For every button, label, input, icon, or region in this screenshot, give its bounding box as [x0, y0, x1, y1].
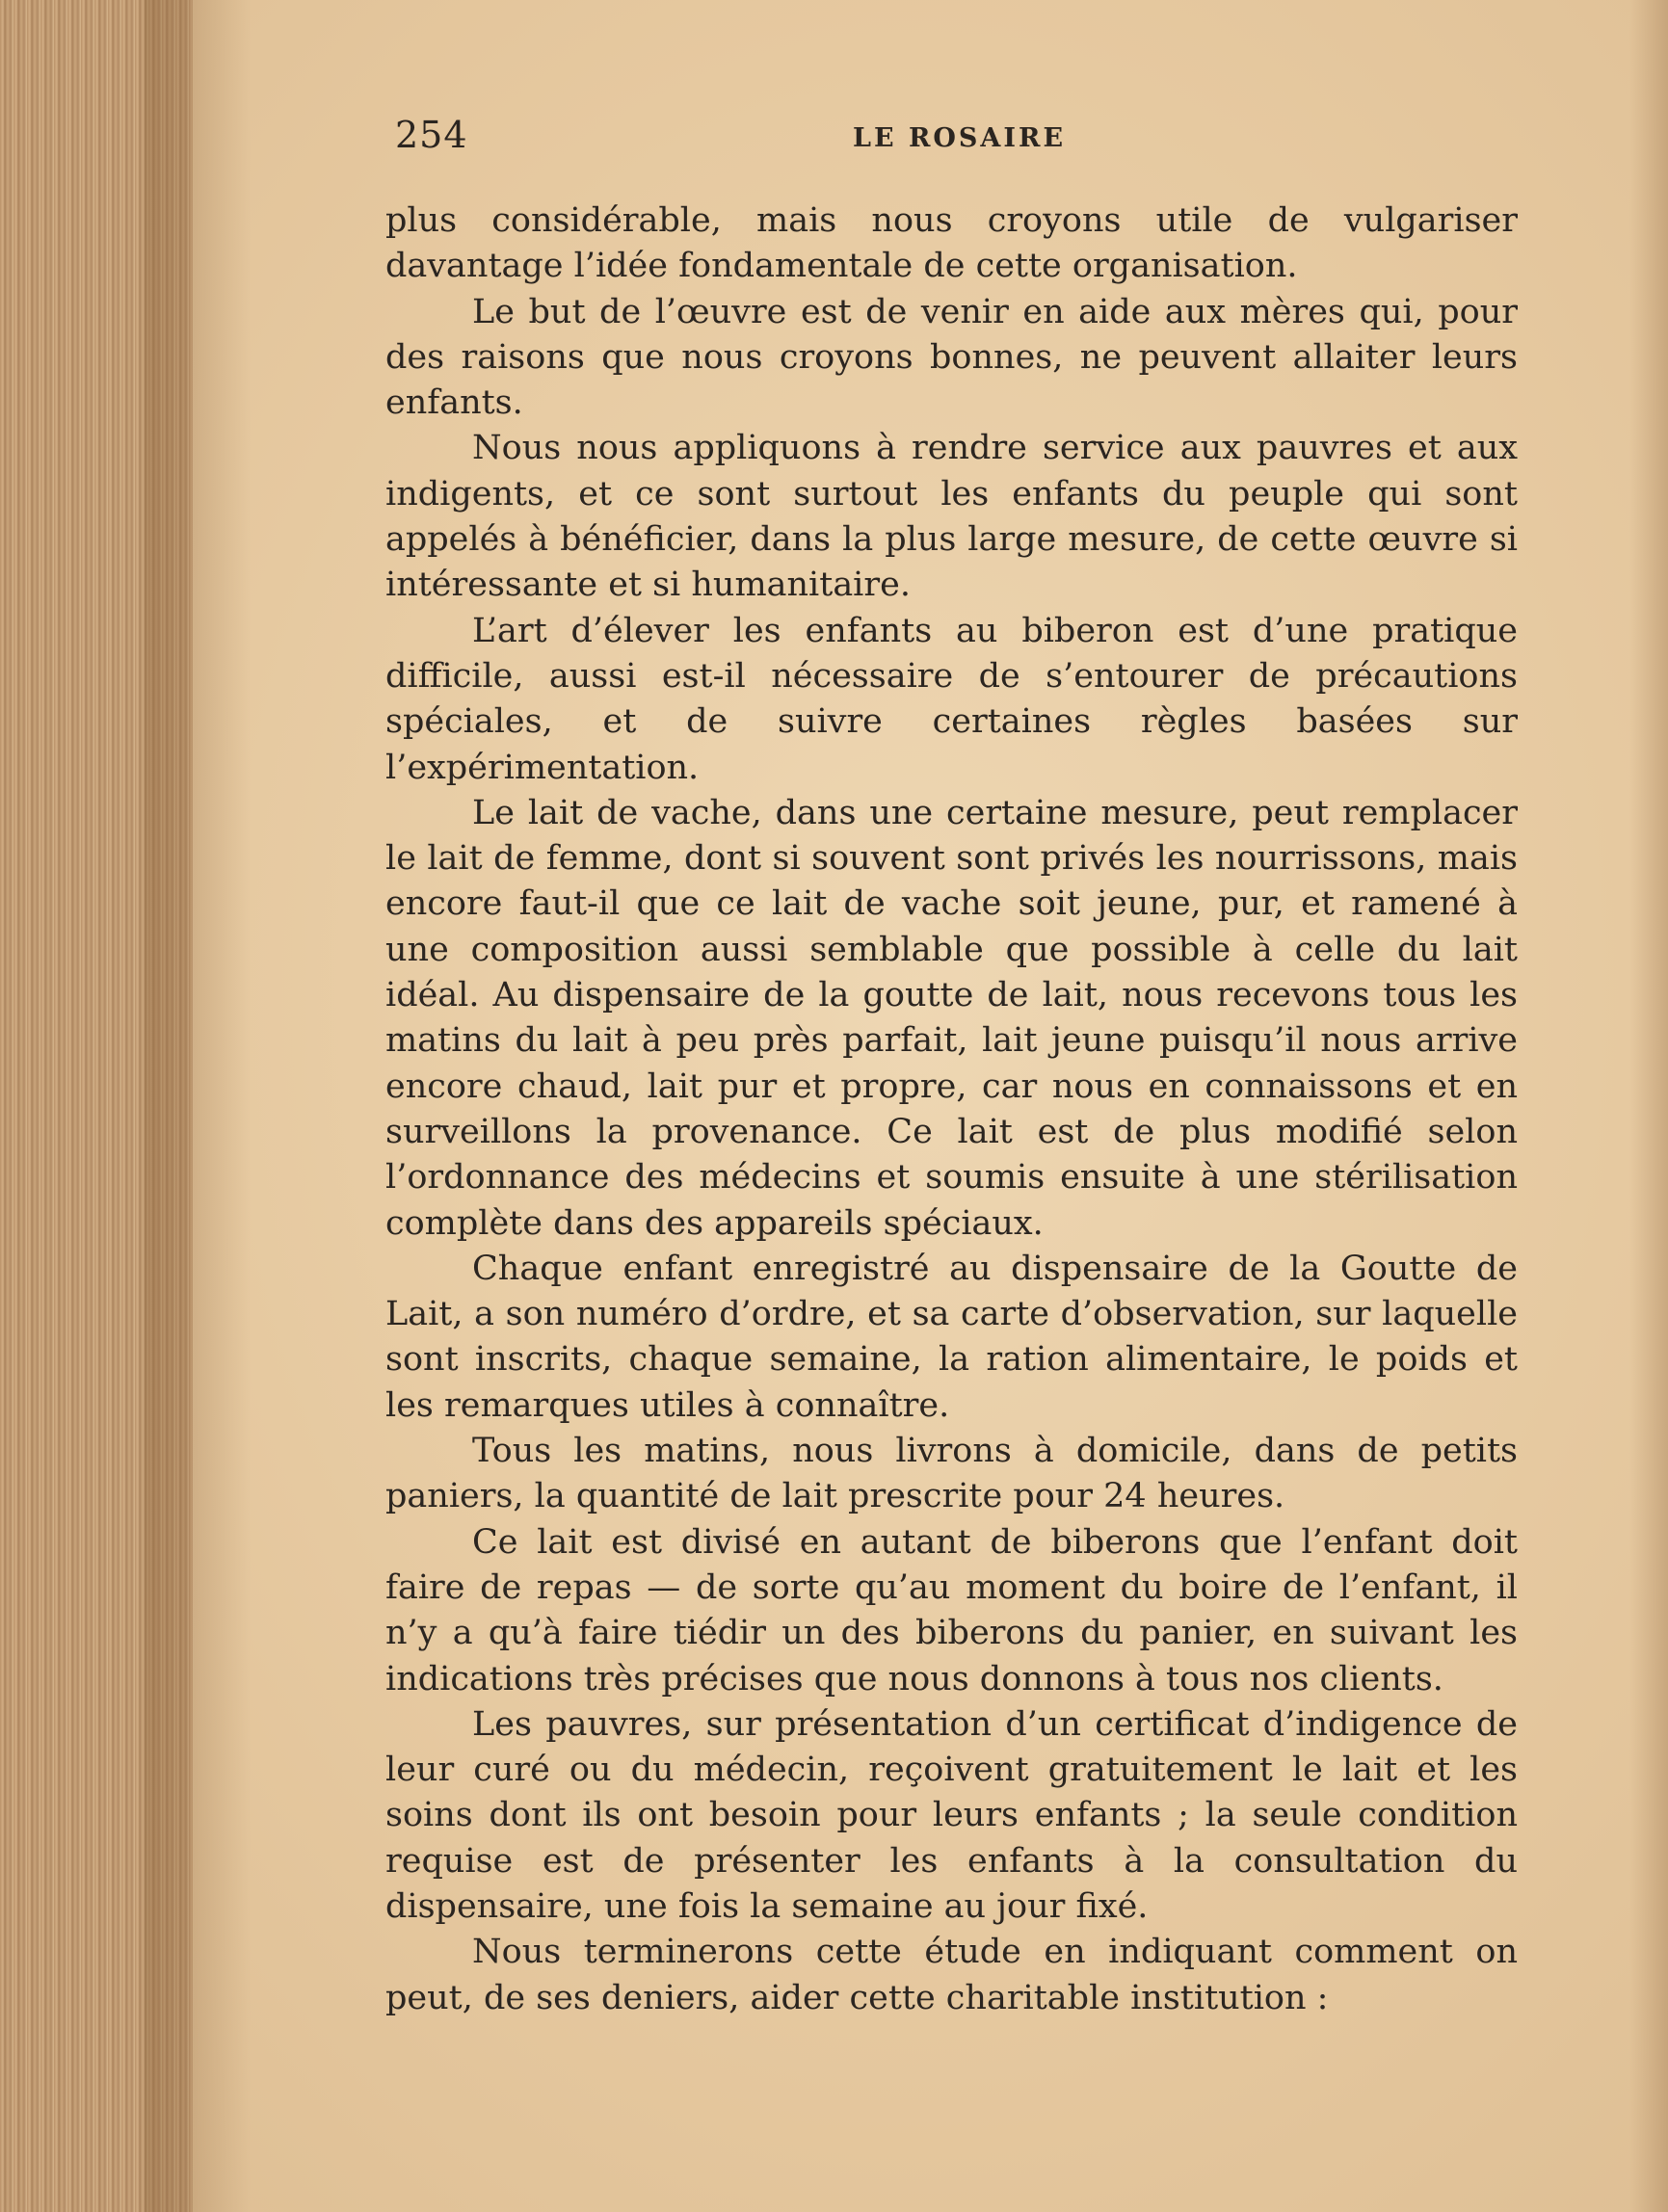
body-text — [385, 198, 1518, 2021]
page-number: 254 — [395, 114, 468, 156]
paragraph: Nous terminerons cette étude en indiquant comment on peut, de ses deniers, aider cette charitable institution : — [385, 1933, 1518, 2017]
page-header — [395, 114, 1522, 162]
page-edge-shadow — [1629, 0, 1668, 2212]
paragraph: Le but de l’œuvre est de venir en aide aux mères qui, pour des raisons que nous croyons bonnes, ne peuvent allaiter leurs enfants. — [385, 292, 1518, 423]
paragraph: Tous les matins, nous livrons à domicile, dans de petits paniers, la quantité de lait prescrite pour 24 heures. — [385, 1432, 1518, 1516]
paragraph: L’art d’élever les enfants au biberon est d’une pratique difficile, aussi est-il nécessaire de s’entourer de précautions spéciales, et de suivre certaines règles basées sur l’expérimentation. — [385, 611, 1518, 787]
gutter-shadow — [145, 0, 251, 2212]
paragraph: Ce lait est divisé en autant de biberons que l’enfant doit faire de repas — de sorte qu’au moment du boire de l’enfant, il n’y a qu’à faire tiédir un des biberons du panier, en suivant les indications très précises que nous donnons à tous nos clients. — [385, 1522, 1518, 1698]
paragraph: Le lait de vache, dans une certaine mesure, peut remplacer le lait de femme, dont si souvent sont privés les nourrissons, mais encore faut-il que ce lait de vache soit jeune, pur, et ramené à une composition aussi semblable que possible à celle du lait idéal. Au dispensaire de la goutte de lait, nous recevons tous les matins du lait à peu près parfait, lait jeune puisqu’il nous arrive encore chaud, lait pur et propre, car nous en connaissons et en surveillons la provenance. Ce lait est de plus modifié selon l’ordonnance des médecins et soumis ensuite à une stérilisation complète dans des appareils spéciaux. — [385, 793, 1518, 1243]
paragraph: Les pauvres, sur présentation d’un certificat d’indigence de leur curé ou du médecin, reçoivent gratuitement le lait et les soins dont ils ont besoin pour leurs enfants ; la seule condition requise est de présenter les enfants à la consultation du dispensaire, une fois la semaine au jour fixé. — [385, 1704, 1518, 1926]
paragraph: Nous nous appliquons à rendre service aux pauvres et aux indigents, et ce sont surtout les enfants du peuple qui sont appelés à bénéficier, dans la plus large mesure, de cette œuvre si intéressante et si humanitaire. — [385, 429, 1518, 605]
paragraph: plus considérable, mais nous croyons utile de vulgariser davantage l’idée fondamentale de cette organisation. — [385, 201, 1518, 286]
running-head: LE ROSAIRE — [853, 123, 1067, 153]
paragraph: Chaque enfant enregistré au dispensaire de la Goutte de Lait, a son numéro d’ordre, et sa carte d’observation, sur laquelle sont inscrits, chaque semaine, la ration alimentaire, le poids et les remarques utiles à connaître. — [385, 1249, 1518, 1425]
